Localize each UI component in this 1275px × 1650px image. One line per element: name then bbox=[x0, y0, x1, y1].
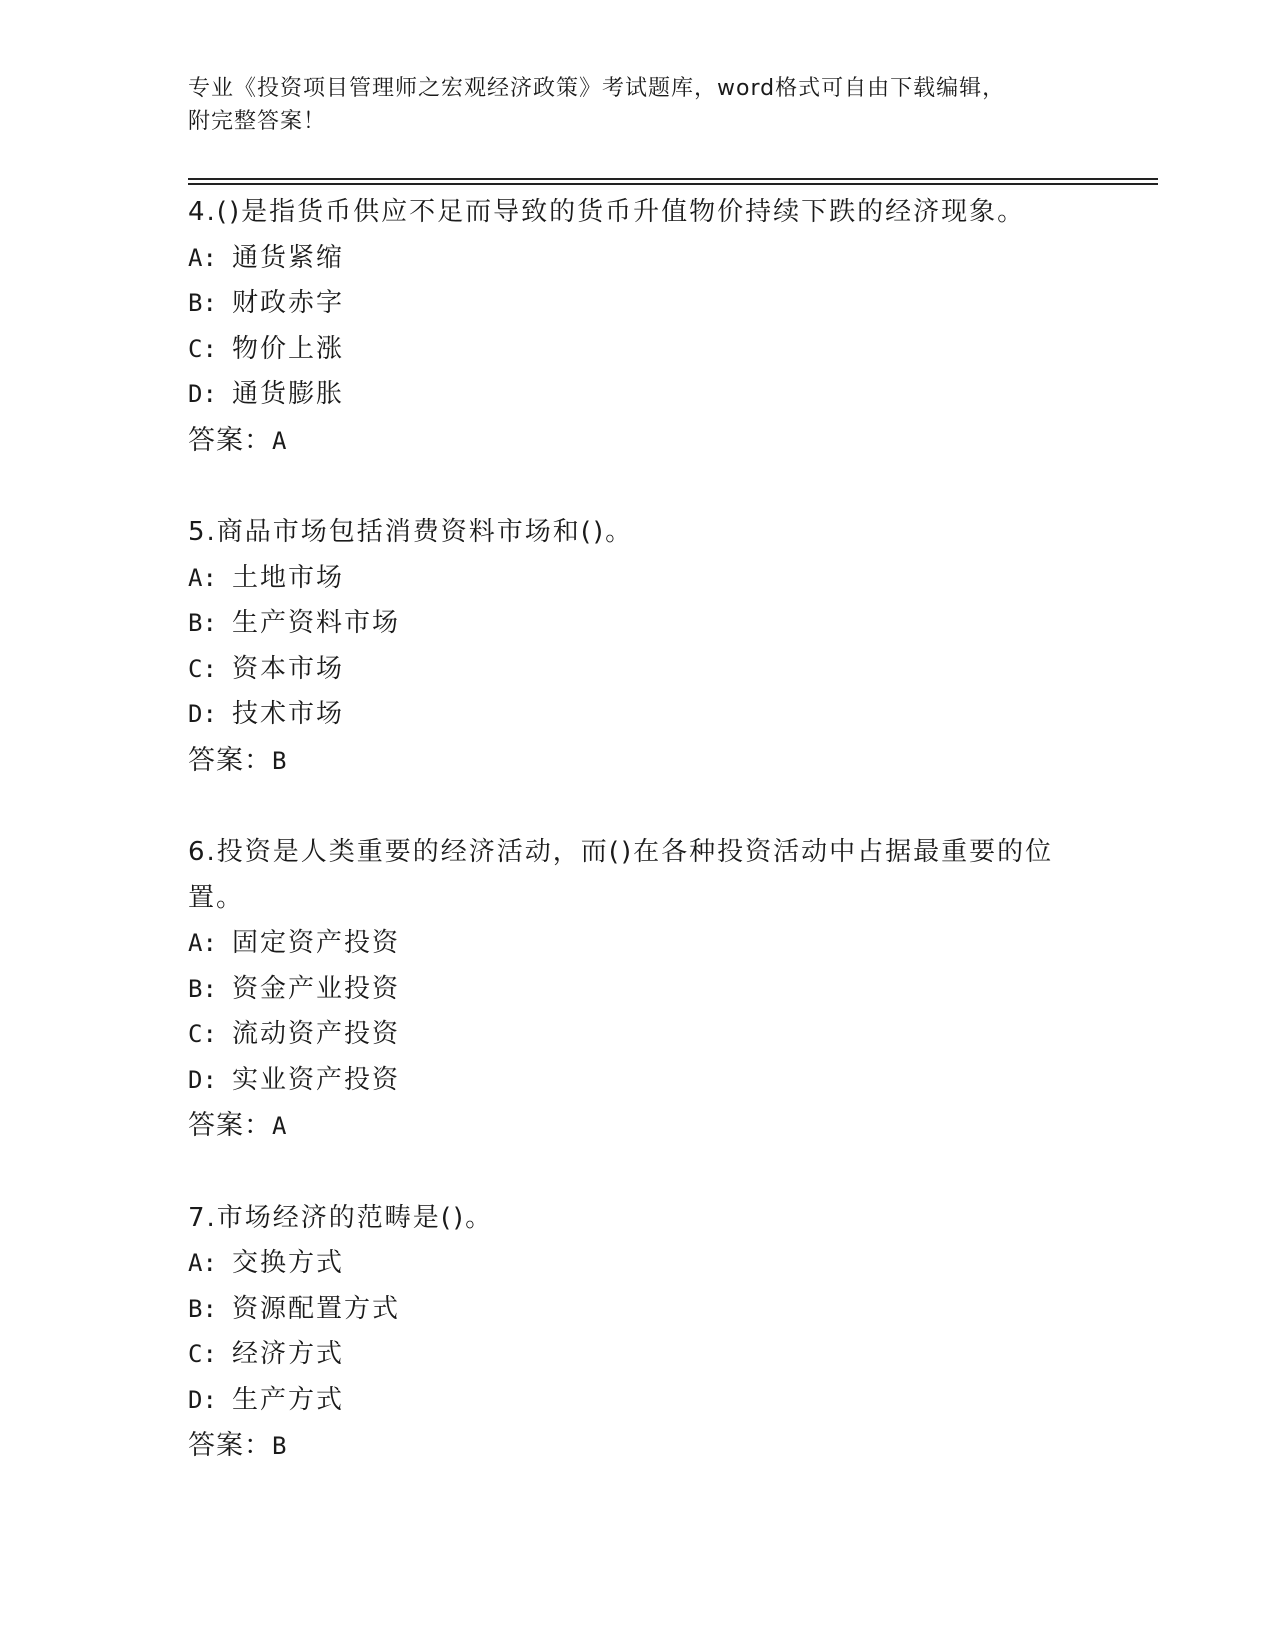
answer-line bbox=[188, 418, 1088, 465]
option-key: A: bbox=[188, 563, 217, 592]
option-a bbox=[188, 1241, 1068, 1287]
question-item bbox=[188, 1196, 1088, 1470]
question-stem: 4.()是指货币供应不足而导致的货币升值物价持续下跌的经济现象。 bbox=[188, 197, 1026, 227]
option-a bbox=[188, 921, 1068, 967]
option-a bbox=[188, 236, 1068, 282]
question-item bbox=[188, 190, 1088, 464]
question-list bbox=[188, 190, 1088, 1516]
answer-value: B bbox=[272, 1432, 288, 1460]
option-key: D: bbox=[188, 380, 217, 408]
option-b bbox=[188, 967, 1068, 1013]
option-text: 固定资产投资 bbox=[232, 928, 401, 958]
option-key: B: bbox=[188, 974, 217, 1003]
answer-value: A bbox=[272, 1112, 288, 1140]
option-c bbox=[188, 1012, 1068, 1058]
option-key: C: bbox=[188, 654, 217, 683]
option-key: C: bbox=[188, 1020, 217, 1048]
header-line-2: 附完整答案！ bbox=[188, 109, 327, 134]
header-divider-top bbox=[188, 178, 1158, 180]
option-key: D: bbox=[188, 1385, 217, 1414]
option-a bbox=[188, 556, 1068, 602]
option-key: A: bbox=[188, 929, 217, 957]
question-stem: 6.投资是人类重要的经济活动，而()在各种投资活动中占据最重要的位置。 bbox=[188, 837, 1054, 913]
option-text: 实业资产投资 bbox=[232, 1064, 401, 1095]
option-key: B: bbox=[188, 609, 217, 637]
option-key: A: bbox=[188, 243, 217, 272]
answer-label: 答案： bbox=[188, 744, 272, 776]
option-d bbox=[188, 1378, 1068, 1424]
option-key: D: bbox=[188, 1065, 217, 1094]
option-d bbox=[188, 1058, 1068, 1104]
option-d bbox=[188, 692, 1068, 738]
option-key: C: bbox=[188, 1340, 217, 1368]
option-text: 土地市场 bbox=[232, 562, 345, 593]
question-stem: 7.市场经济的范畴是()。 bbox=[188, 1202, 494, 1233]
question-item bbox=[188, 510, 1088, 784]
answer-line bbox=[188, 1423, 1088, 1470]
question-stem: 5.商品市场包括消费资料市场和()。 bbox=[188, 517, 634, 547]
option-text: 生产方式 bbox=[232, 1384, 345, 1415]
option-text: 财政赤字 bbox=[232, 288, 345, 318]
option-text: 交换方式 bbox=[232, 1248, 345, 1278]
option-key: D: bbox=[188, 700, 217, 728]
document-header bbox=[188, 72, 1068, 138]
option-text: 资源配置方式 bbox=[232, 1293, 401, 1324]
option-d bbox=[188, 372, 1068, 418]
option-key: B: bbox=[188, 289, 217, 317]
answer-label: 答案： bbox=[188, 424, 272, 456]
answer-value: A bbox=[272, 426, 288, 455]
option-b bbox=[188, 601, 1068, 647]
answer-label: 答案： bbox=[188, 1110, 272, 1141]
option-key: A: bbox=[188, 1249, 217, 1277]
option-b bbox=[188, 1287, 1068, 1333]
option-text: 资金产业投资 bbox=[232, 973, 401, 1004]
option-text: 技术市场 bbox=[232, 699, 345, 729]
option-text: 通货紧缩 bbox=[232, 242, 345, 273]
option-text: 生产资料市场 bbox=[232, 608, 401, 638]
option-c bbox=[188, 327, 1068, 373]
option-key: C: bbox=[188, 334, 217, 363]
option-c bbox=[188, 647, 1068, 693]
answer-label: 答案： bbox=[188, 1430, 272, 1461]
option-text: 通货膨胀 bbox=[232, 379, 345, 409]
option-text: 物价上涨 bbox=[232, 333, 345, 364]
option-text: 流动资产投资 bbox=[232, 1019, 401, 1049]
option-key: B: bbox=[188, 1294, 217, 1323]
option-text: 资本市场 bbox=[232, 653, 345, 684]
option-c bbox=[188, 1332, 1068, 1378]
header-line-1: 专业《投资项目管理师之宏观经济政策》考试题库，word格式可自由下载编辑， bbox=[188, 76, 1006, 101]
answer-value: B bbox=[272, 746, 288, 775]
answer-line bbox=[188, 1103, 1088, 1150]
option-b bbox=[188, 281, 1068, 327]
option-text: 经济方式 bbox=[232, 1339, 345, 1369]
header-divider-bottom bbox=[188, 183, 1158, 185]
answer-line bbox=[188, 738, 1088, 785]
question-item bbox=[188, 830, 1088, 1150]
